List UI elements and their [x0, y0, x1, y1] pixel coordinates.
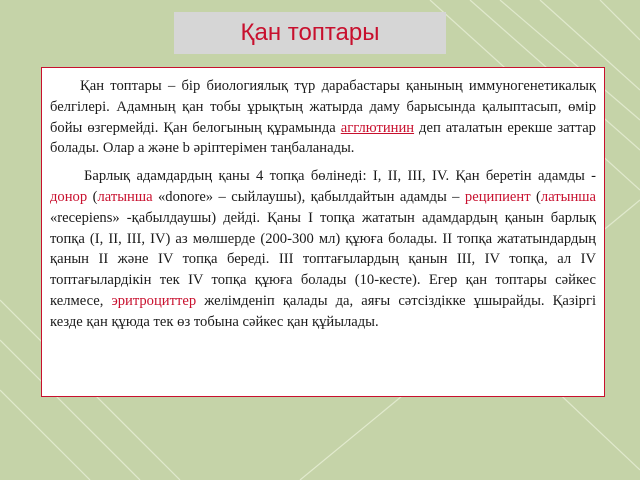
paragraph2-text-4: (: [530, 188, 541, 205]
paragraph2-text-1: Барлық адамдардың қаны 4 топқа бөлінеді: I, II, III, IV. Қан беретін адамды -: [84, 168, 596, 185]
paragraph2-text-2: (: [87, 188, 98, 205]
term-recipient: реципиент: [464, 188, 531, 205]
paragraph-definition: [50, 76, 596, 159]
paragraph-blood-groups: [50, 166, 596, 332]
term-donor: донор: [50, 188, 88, 205]
term-erythrocytes: эритроциттер: [111, 292, 197, 309]
content-box: [41, 67, 605, 397]
term-latin-2: латынша: [540, 188, 597, 205]
paragraph2-text-6: желімденіп қалады да, аяғы сәтсіздікке ұшырайды. Қазіргі кезде қан құюда тек өз тобына сәйкес қан құйылады.: [50, 292, 597, 330]
paragraph1-text-2: деп аталатын ерекше заттар болады. Олар а және b әріптерімен таңбаланады.: [50, 119, 596, 157]
slide-title: Қан топтары: [240, 19, 380, 46]
title-box: [174, 12, 446, 54]
paragraph1-text-1: Қан топтары – бір биологиялық түр дарабастары қанының иммуногенетикалық белгілері. Адамның қан тобы ұрықтың жатырда даму барысында қалыптасып, өмір бойы өзгермейді. Қан белогының құрамында: [50, 78, 596, 136]
term-agglutinin-link[interactable]: агглютинин: [340, 119, 415, 136]
paragraph2-text-3: «donore» – сыйлаушы), қабылдайтын адамды –: [152, 188, 465, 205]
term-latin-1: латынша: [97, 188, 153, 205]
paragraph2-text-5: «recepiens» -қабылдаушы) дейді. Қаны I топқа жататын адамдардың қанын барлық топқа (I, II, III, IV) аз мөлшерде (200-300 мл) құюға болады. II топқа жататындардың қанын II және IV топқа береді. III топтағылардың қанын III, IV топқа, ал IV топтағылардікін тек IV топқа құюға болады (10-кесте). Егер қан топтары сәйкес келмесе,: [50, 209, 596, 309]
